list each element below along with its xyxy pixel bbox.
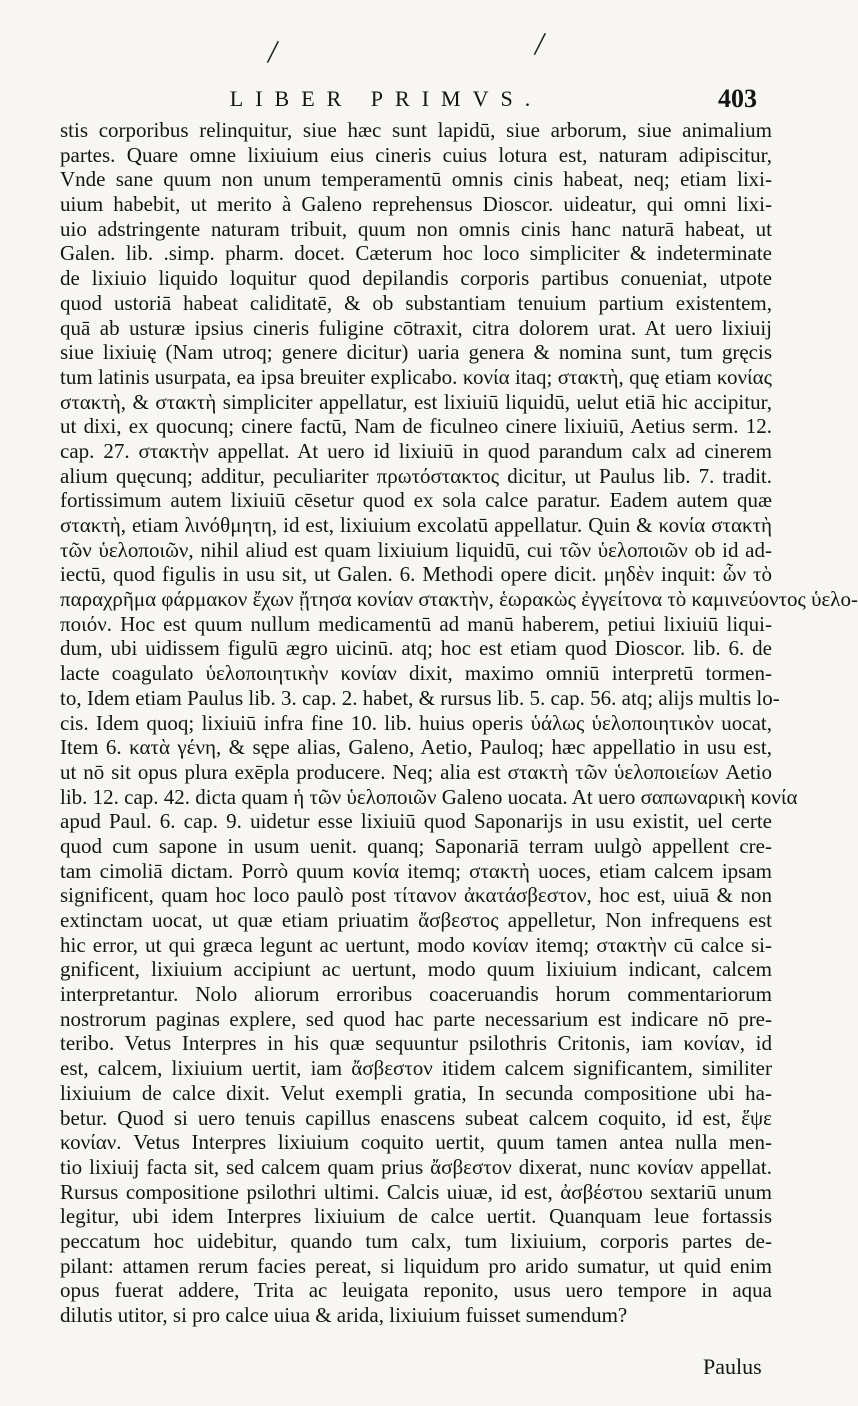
text-line: uium habebit, ut merito à Galeno reprehensus Dioscor. uideatur, qui omni lixi- [60,192,772,217]
margin-pen-mark: / [532,25,548,64]
text-line: betur. Quod si uero tenuis capillus enascens subeat calcem coquito, id est, ἕψε [60,1105,772,1130]
text-line: de lixiuio liquido loquitur quod depilandis corporis partibus conueniat, utpote [60,266,772,291]
text-line: dum, ubi uidissem figulū ægro uicinū. atq; hoc est etiam quod Dioscor. lib. 6. de [60,636,772,661]
text-line: ποιόν. Hoc est quum nullum medicamentū ad manū haberem, petiui lixiuiū liqui- [60,611,772,636]
text-line: lib. 12. cap. 42. dicta quam ἡ τῶν ὑελοποιῶν Galeno uocata. At uero σαπωναρικὴ κονία [60,784,798,809]
text-line: dilutis utitor, si pro calce uiua & arida, lixiuium fuisset sumendum? [60,1303,628,1327]
text-line: lixiuium de calce dixit. Velut exempli gratia, In secunda compositione ubi ha- [60,1080,772,1105]
text-line: lacte coagulato ὑελοποιητικὴν κονίαν dixit, maximo omniū interpretū tormen- [60,661,772,686]
text-line: iectū, quod figulis in usu sit, ut Galen. 6. Methodi opere dicit. μηδὲν inquit: ὧν τὸ [60,562,772,587]
text-line: significent, quam hoc loco paulò post τίτανον ἀκατάσβεστον, hoc est, uiuā & non [60,883,772,908]
text-line: legitur, ubi idem Interpres lixiuium de calce uertit. Quanquam leue fortassis [60,1204,772,1229]
text-line: tam cimoliā dictam. Porrò quum κονία itemq; στακτὴ uoces, etiam calcem ipsam [60,858,772,883]
text-line: κονίαν. Vetus Interpres lixiuium coquito uertit, quum tamen antea nulla men- [60,1130,772,1155]
text-line: cap. 27. στακτὴν appellat. At uero id lixiuiū in quod parandum calx ad cinerem [60,438,772,463]
text-line: partes. Quare omne lixiuium eius cineris cuius lotura est, naturam adipiscitur, [60,142,772,167]
text-line: Galen. lib. .simp. pharm. docet. Cæterum hoc loco simpliciter & indeterminate [60,241,772,266]
text-line: τῶν ὑελοποιῶν, nihil aliud est quam lixiuium liquidū, cui τῶν ὑελοποιῶν ob id ad- [60,537,772,562]
text-line: quā ab usturæ ipsius cineris fuligine cōtraxit, citra dolorem urat. At uero lixiuij [60,315,772,340]
text-line: ut nō sit opus plura exēpla producere. Neq; alia est στακτὴ τῶν ὑελοποιείων Aetio [60,759,772,784]
text-line: est, calcem, lixiuium uertit, iam ἄσβεστον itidem calcem significantem, similiter [60,1056,772,1081]
catchword: Paulus [703,1354,762,1379]
text-line: fortissimum autem lixiuiū cēsetur quod ex sola calce paratur. Eadem autem quæ [60,488,772,513]
text-line: Item 6. κατὰ γένη, & sępe alias, Galeno, Aetio, Pauloq; hæc appellatio in usu est, [60,735,772,760]
margin-pen-mark: / [265,33,281,72]
text-line: στακτὴ, etiam λινόθμητη, id est, lixiuium excolatū appellatur. Quin & κονία στακτὴ [60,513,772,537]
running-title: LIBER PRIMVS. [229,86,543,111]
text-line: teribo. Vetus Interpres in his quæ sequuntur psilothris Critonis, iam κονίαν, id [60,1031,772,1056]
text-line: tum latinis usurpata, ea ipsa breuiter explicabo. κονία itaq; στακτὴ, quę etiam κονίας [60,364,772,389]
text-line: alium quęcunq; additur, peculiariter πρωτόστακτος dicitur, ut Paulus lib. 7. tradit. [60,463,772,488]
text-line: στακτὴ, & στακτὴ simpliciter appellatur, est lixiuiū liquidū, uelut etiā hic accipitur, [60,389,772,414]
text-line: stis corporibus relinquitur, siue hæc sunt lapidū, siue arborum, siue animalium [60,118,772,142]
text-line: uio adstringente naturam tribuit, quum non omnis cinis hanc naturā habeat, ut [60,216,772,241]
body-text [60,118,858,1328]
text-line: tio lixiuij facta sit, sed calcem quam prius ἄσβεστον dixerat, nunc κονίαν appellat. [60,1154,772,1179]
text-line: Rursus compositione psilothri ultimi. Calcis uiuæ, id est, ἀσβέστου sextariū unum [60,1179,772,1204]
page-number: 403 [718,84,757,113]
text-line: hic error, ut qui græca legunt ac uertunt, modo κονίαν itemq; στακτὴν cū calce si- [60,932,772,957]
text-line: gnificent, lixiuium accipiunt ac uertunt, modo quum lixiuium indicant, calcem [60,957,772,982]
text-line: nostrorum paginas explere, sed quod hac parte necessarium est indicare nō pre- [60,1006,772,1031]
text-line: quod ustoriā habeat caliditatē, & ob substantiam tenuium partium existentem, [60,290,772,315]
text-line: cis. Idem quoq; lixiuiū infra fine 10. lib. huius operis ὑάλως ὑελοποιητικὸν uocat, [60,710,772,735]
text-line: Vnde sane quum non unum temperamentū omnis cinis habeat, neq; etiam lixi- [60,167,772,192]
text-line: ut dixi, ex quocunq; cinere factū, Nam de ficulneo cinere lixiuiū, Aetius serm. 12. [60,414,772,439]
text-line: interpretantur. Nolo aliorum erroribus coaceruandis horum commentariorum [60,982,772,1007]
text-line: quod cum sapone in usum uenit. quanq; Saponariā terram uulgò appellent cre- [60,833,772,858]
text-line: extinctam uocat, ut quæ etiam priuatim ἄσβεστος appelletur, Non infrequens est [60,908,772,932]
text-line: pilant: attamen rerum facies pereat, si liquidum pro arido sumatur, ut quid enim [60,1253,772,1278]
text-line: siue lixiuię (Nam utroq; genere dicitur) uaria genera & nomina sunt, tum gręcis [60,340,772,365]
text-line: apud Paul. 6. cap. 9. uidetur esse lixiuiū quod Saponarijs in usu existit, uel certe [60,809,772,834]
text-line: peccatum hoc uidebitur, quando tum calx, tum lixiuium, corporis partes de- [60,1228,772,1253]
text-line: παραχρῆμα φάρμακον ἔχων ᾔτησα κονίαν στακτὴν, ἑωρακὼς ἐγγείτονα τὸ καμινεύοντος ὑελο- [60,587,858,612]
text-line: opus fuerat addere, Trita ac leuigata reponito, usus uero tempore in aqua [60,1278,772,1303]
text-line: to, Idem etiam Paulus lib. 3. cap. 2. habet, & rursus lib. 5. cap. 56. atq; alijs multis lo- [60,685,780,710]
